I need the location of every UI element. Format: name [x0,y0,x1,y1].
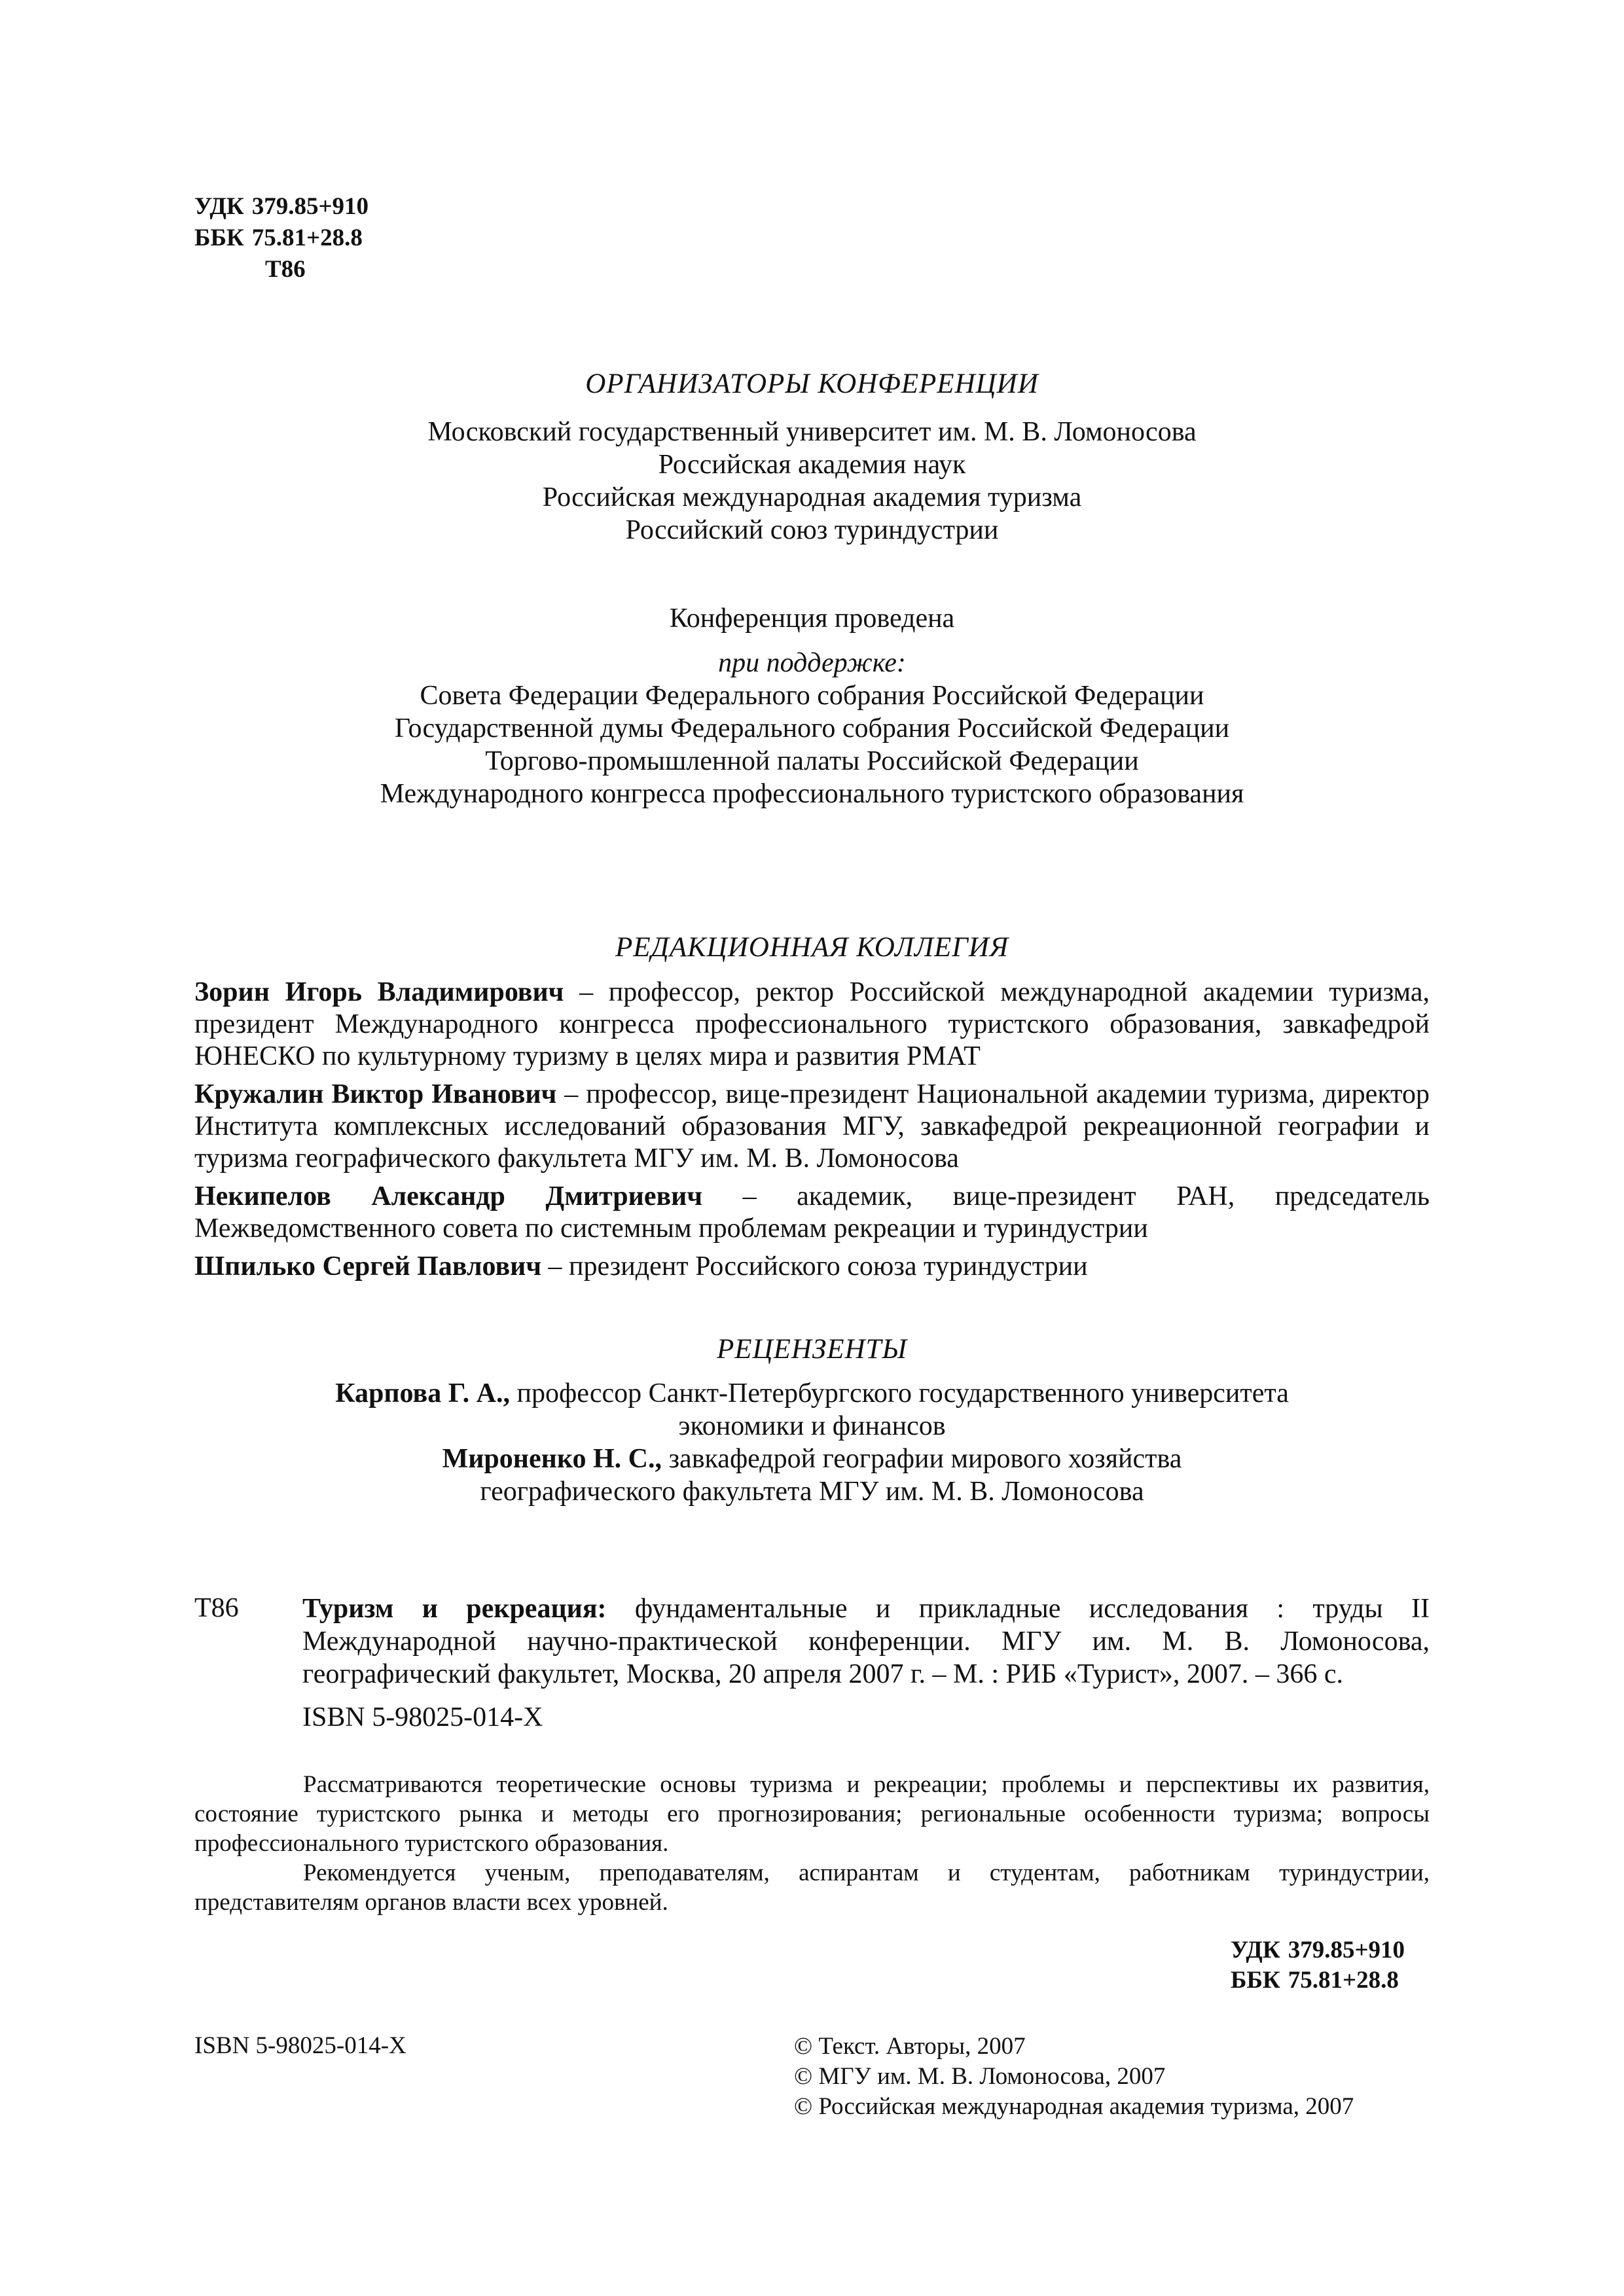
footer-udk-label: УДК [1231,1937,1280,1964]
footer-udk-value: 379.85+910 [1288,1937,1405,1964]
organizer-item: Российская международная академия туризма [542,482,1082,512]
support-item: Государственной думы Федерального собрания Российской Федерации [394,713,1230,744]
support-item: Совета Федерации Федерального собрания Российской Федерации [420,681,1204,711]
udk-line [194,191,369,223]
member-desc: – профессор, ректор Российской международной академии туризма, президент Международного конгресса профессионального туристского образования, завкафедрой ЮНЕСКО по культурному туризму в целях мира и развития РМАТ [194,977,1430,1071]
bib-title: Туризм и рекреация: [302,1594,607,1624]
organizer-item: Российская академия наук [658,450,966,480]
reviewer-line [194,1443,1430,1475]
classification-block [194,191,369,285]
member-name: Зорин Игорь Владимирович [194,977,564,1007]
member-desc: – академик, вице-президент РАН, председатель Межведомственного совета по системным проблемам рекреации и туриндустрии [194,1181,1430,1244]
member-name: Кружалин Виктор Иванович [194,1079,557,1109]
reviewer-desc: завкафедрой географии мирового хозяйства [661,1444,1182,1474]
footer-udk-line [1231,1935,1405,1965]
support-list [194,679,1430,810]
reviewer-desc: профессор Санкт-Петербургского государственного университета [510,1378,1289,1408]
footer-classification [1231,1935,1405,1996]
author-mark: Т86 [265,256,306,283]
editorial-member [194,977,1430,1073]
udk-value: 379.85+910 [251,193,369,220]
organizers-heading: ОРГАНИЗАТОРЫ КОНФЕРЕНЦИИ [585,368,1039,399]
bbk-line [194,223,369,254]
reviewer-desc-cont: экономики и финансов [678,1411,946,1441]
copyright-line: © Текст. Авторы, 2007 [794,2033,1026,2060]
reviewer-line [194,1377,1430,1410]
reviewers-list [194,1377,1430,1508]
copyright-line: © МГУ им. М. В. Ломоносова, 2007 [794,2063,1166,2090]
support-intro: Конференция проведена [669,603,955,634]
editorial-member [194,1181,1430,1245]
organizers-list [194,416,1430,547]
udk-label: УДК [194,193,244,220]
bib-isbn: ISBN 5-98025-014-X [302,1702,543,1732]
support-item: Международного конгресса профессионального туристского образования [380,779,1244,809]
member-desc: – президент Российского союза туриндустрии [541,1251,1088,1282]
member-name: Некипелов Александр Дмитриевич [194,1181,703,1211]
member-name: Шпилько Сергей Павлович [194,1251,542,1282]
annotation [194,1770,1430,1917]
bbk-value: 75.81+28.8 [251,224,363,251]
footer-isbn: ISBN 5-98025-014-X [194,2032,406,2059]
footer-bbk-value: 75.81+28.8 [1288,1967,1399,1994]
reviewer-name: Карпова Г. А., [335,1378,511,1408]
editorial-board-list [194,977,1430,1289]
footer-bbk-label: ББК [1231,1967,1280,1994]
annotation-paragraph: Рассматриваются теоретические основы туризма и рекреации; проблемы и перспективы их развития, состояние туристского рынка и методы его прогнозирования; региональные особенности туризма; вопросы профессионального туристского образования. [194,1771,1430,1857]
editorial-heading: РЕДАКЦИОННАЯ КОЛЛЕГИЯ [615,932,1009,963]
reviewers-heading: РЕЦЕНЗЕНТЫ [717,1334,907,1365]
reviewer-name: Мироненко Н. С., [442,1444,662,1474]
footer-bbk-line [1231,1965,1405,1996]
editorial-member [194,1251,1430,1283]
support-item: Торгово-промышленной палаты Российской Федерации [485,746,1139,776]
copyright-line: © Российская международная академия туризма, 2007 [794,2093,1354,2120]
reviewer-desc-cont: географического факультета МГУ им. М. В. Ломоносова [480,1477,1144,1507]
bib-text: фундаментальные и прикладные исследования : труды II Международной научно-практической конференции. МГУ им. М. В. Ломоносова, географический факультет, Москва, 20 апреля 2007 г. – М. : РИБ «Турист», 2007. – 366 с. [302,1594,1430,1689]
annotation-paragraph: Рекомендуется ученым, преподавателям, аспирантам и студентам, работникам туриндустрии, представителям органов власти всех уровней. [194,1859,1430,1916]
bib-record [302,1592,1430,1691]
bbk-label: ББК [194,224,244,251]
organizer-item: Московский государственный университет им. М. В. Ломоносова [427,417,1197,447]
member-desc: – профессор, вице-президент Национальной академии туризма, директор Института комплексных исследований образования МГУ, завкафедрой рекреационной географии и туризма географического факультета МГУ им. М. В. Ломоносова [194,1079,1430,1174]
support-label: при поддержке: [718,648,906,678]
editorial-member [194,1079,1430,1175]
copyright-block [794,2032,1354,2122]
bib-code: Т86 [194,1593,239,1623]
organizer-item: Российский союз туриндустрии [625,515,999,545]
